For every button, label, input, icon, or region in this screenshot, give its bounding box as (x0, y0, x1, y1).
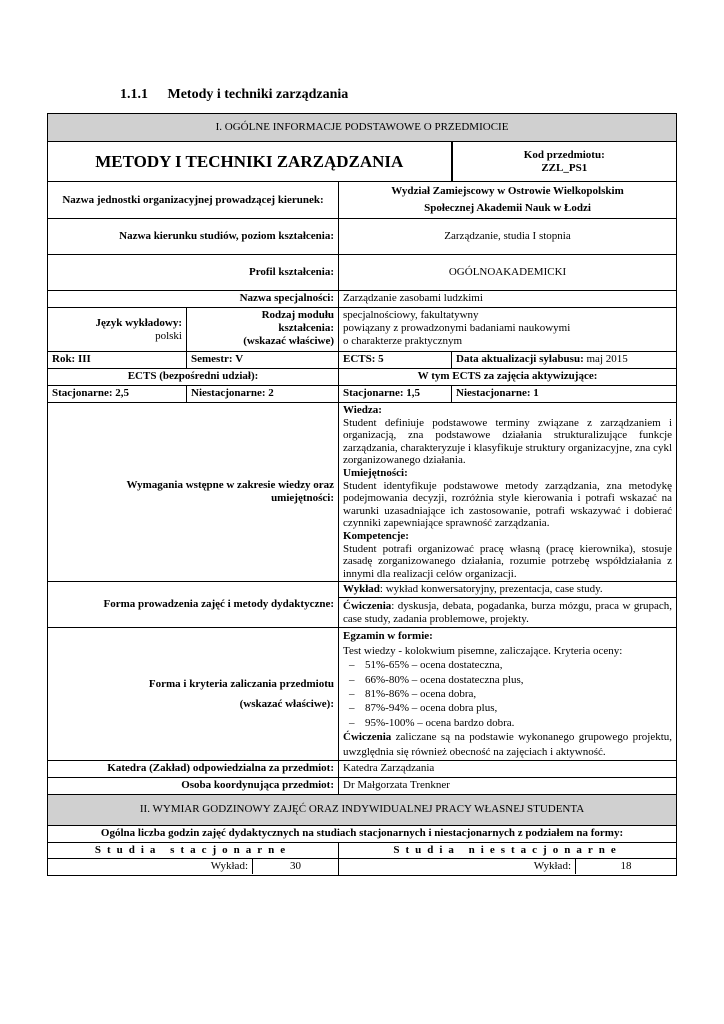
module-type-label-3: (wskazać właściwe) (243, 335, 334, 347)
methods-lecture (339, 583, 676, 598)
hours-niestac-header: Studia niestacjonarne (339, 842, 677, 858)
ects-niestac2-value: 1 (533, 387, 539, 399)
ects-stac-cell (48, 386, 187, 403)
section-1-header: I. OGÓLNE INFORMACJE PODSTAWOWE O PRZEDMIOCIE (48, 114, 677, 142)
assessment-exercise-heading: Ćwiczenia (343, 731, 392, 744)
module-type-line2: powiązany z prowadzonymi badaniami naukowymi (343, 322, 571, 334)
prerequisites-label (48, 403, 339, 582)
ects-value: 5 (378, 353, 384, 365)
ects-niestac2-cell (452, 386, 677, 403)
year-label: Rok: (52, 353, 76, 365)
grade-item: – 95%-100% – ocena bardzo dobra. (343, 716, 672, 730)
coordinator-value: Dr Małgorzata Trenkner (339, 777, 677, 794)
profile-label: Profil kształcenia: (48, 255, 339, 291)
specialty-label: Nazwa specjalności: (48, 291, 339, 308)
hours-niestac-row (339, 858, 677, 875)
module-type-label-1: Rodzaj modułu (261, 309, 334, 321)
assessment-exercise (343, 730, 672, 759)
section-number: 1.1.1 (120, 87, 148, 102)
department-value: Katedra Zarządzania (339, 760, 677, 777)
assessment-label-2: (wskazać właściwe): (239, 698, 334, 711)
ects-label: ECTS: (343, 353, 376, 365)
semester-value: V (235, 353, 244, 365)
ects-stac2-label: Stacjonarne: (343, 387, 404, 399)
syllabus-table (47, 113, 677, 876)
course-title: METODY I TECHNIKI ZARZĄDZANIA (48, 142, 452, 182)
hours-stac-header: Studia stacjonarne (48, 842, 339, 858)
semester-cell (187, 352, 339, 369)
methods-label: Forma prowadzenia zajęć i metody dydaktyczne: (48, 582, 339, 628)
ects-niestac-label: Niestacjonarne: (191, 387, 266, 399)
ects-stac2-value: 1,5 (406, 387, 420, 399)
profile-value: OGÓLNOAKADEMICKI (339, 255, 677, 291)
year-cell (48, 352, 187, 369)
section-title: Metody i techniki zarządzania (167, 87, 349, 102)
unit-label: Nazwa jednostki organizacyjnej prowadzącej kierunek: (48, 182, 339, 219)
grade-item: – 87%-94% – ocena dobra plus, (343, 701, 672, 715)
knowledge-text: Student definiuje podstawowe terminy związane z zarządzaniem i organizacją, zna podstawowe działania strukturalizujące funkcje zarządzania, charakteryzuje i klasyfikuje struktury organizacyjne, zna cykl zorganizowanego działania. (343, 416, 673, 467)
update-value: maj 2015 (586, 353, 628, 365)
course-code-label: Kod przedmiotu: (523, 148, 605, 161)
unit-value (339, 182, 677, 219)
section-2-header: II. WYMIAR GODZINOWY ZAJĘĆ ORAZ INDYWIDUALNEJ PRACY WŁASNEJ STUDENTA (48, 794, 677, 825)
assessment-label (48, 628, 339, 761)
competence-heading: Kompetencje: (343, 529, 409, 542)
department-label: Katedra (Zakład) odpowiedzialna za przedmiot: (48, 760, 339, 777)
module-type-value (339, 308, 677, 352)
skills-text: Student identyfikuje podstawowe metody zarządzania, zna metodykę podejmowania decyzji, rozróżnia style kierowania i potrafi wskazać na warunki uzasadniające ich zastosowanie, potrafi wskazywać i dobierać czynniki zapewniające sprawność zarządzania. (343, 479, 673, 530)
hours-stac-value: 30 (290, 859, 301, 872)
prerequisites-label-2: umiejętności: (271, 492, 334, 505)
competence-text: Student potrafi organizować pracę własną (pracę kierownika), stosuje zasadę zorganizowanego działania, rozumie potrzebę współdziałania z innymi dla realizacji celów organizacji. (343, 542, 673, 580)
methods-lecture-heading: Wykład (343, 583, 380, 596)
hours-niestac-label: Wykład: (339, 859, 576, 874)
field-label: Nazwa kierunku studiów, poziom kształcenia: (48, 219, 339, 255)
ects-direct-header: ECTS (bezpośredni udział): (48, 369, 339, 386)
ects-niestac-cell (187, 386, 339, 403)
section-heading (120, 87, 348, 103)
language-value: polski (155, 329, 182, 342)
module-type-line3: o charakterze praktycznym (343, 335, 463, 347)
semester-label: Semestr: (191, 353, 233, 365)
grade-item: – 66%-80% – ocena dostateczna plus, (343, 673, 672, 687)
methods-exercise (343, 598, 672, 626)
year-value: III (77, 353, 91, 365)
update-cell (452, 352, 677, 369)
ects-stac-label: Stacjonarne: (52, 387, 113, 399)
methods-exercise-text: : dyskusja, debata, pogadanka, burza mózgu, praca w grupach, case study, zadania problemowe, projekty. (343, 600, 673, 626)
course-code-value: ZZL_PS1 (541, 161, 588, 174)
methods-lecture-text: : wykład konwersatoryjny, prezentacja, case study. (379, 583, 603, 596)
ects-stac-value: 2,5 (115, 387, 129, 399)
ects-cell (339, 352, 452, 369)
hours-stac-label: Wykład: (48, 859, 253, 874)
unit-line1: Wydział Zamiejscowy w Ostrowie Wielkopolskim (391, 185, 624, 197)
language-label: Język wykładowy: (95, 316, 182, 329)
prerequisites-value (339, 403, 677, 582)
ects-niestac-value: 2 (268, 387, 274, 399)
module-type-label (187, 308, 339, 352)
skills-heading: Umiejętności: (343, 466, 408, 479)
module-type-line1: specjalnościowy, fakultatywny (343, 309, 479, 321)
specialty-value: Zarządzanie zasobami ludzkimi (339, 291, 677, 308)
exam-text: Test wiedzy - kolokwium pisemne, zaliczające. Kryteria oceny: (343, 644, 623, 657)
assessment-value (339, 628, 677, 761)
grade-item: – 51%-65% – ocena dostateczna, (343, 658, 672, 672)
methods-value (339, 582, 677, 628)
knowledge-heading: Wiedza: (343, 404, 382, 416)
prerequisites-label-1: Wymagania wstępne w zakresie wiedzy oraz (126, 479, 334, 492)
ects-niestac2-label: Niestacjonarne: (456, 387, 531, 399)
update-label: Data aktualizacji sylabusu: (456, 353, 584, 365)
coordinator-label: Osoba koordynująca przedmiot: (48, 777, 339, 794)
module-type-label-2: kształcenia: (278, 322, 334, 334)
ects-stac2-cell (339, 386, 452, 403)
hours-niestac-value: 18 (620, 859, 632, 872)
grade-list (343, 658, 672, 730)
language-cell (48, 308, 187, 352)
ects-active-header: W tym ECTS za zajęcia aktywizujące: (339, 369, 677, 386)
hours-intro: Ogólna liczba godzin zajęć dydaktycznych na studiach stacjonarnych i niestacjonarnych z podziałem na formy: (48, 825, 677, 842)
methods-exercise-heading: Ćwiczenia (343, 600, 392, 613)
grade-item: – 81%-86% – ocena dobra, (343, 687, 672, 701)
exam-heading: Egzamin w formie: (343, 630, 433, 643)
unit-line2: Społecznej Akademii Nauk w Łodzi (424, 202, 591, 214)
assessment-exercise-text: zaliczane są na podstawie wykonanego grupowego projektu, uwzględnia się również obecność na zajęciach i aktywność. (343, 731, 673, 758)
assessment-label-1: Forma i kryteria zaliczania przedmiotu (148, 678, 334, 691)
hours-stac-row (48, 858, 339, 875)
course-code (452, 142, 677, 182)
field-value: Zarządzanie, studia I stopnia (339, 219, 677, 255)
